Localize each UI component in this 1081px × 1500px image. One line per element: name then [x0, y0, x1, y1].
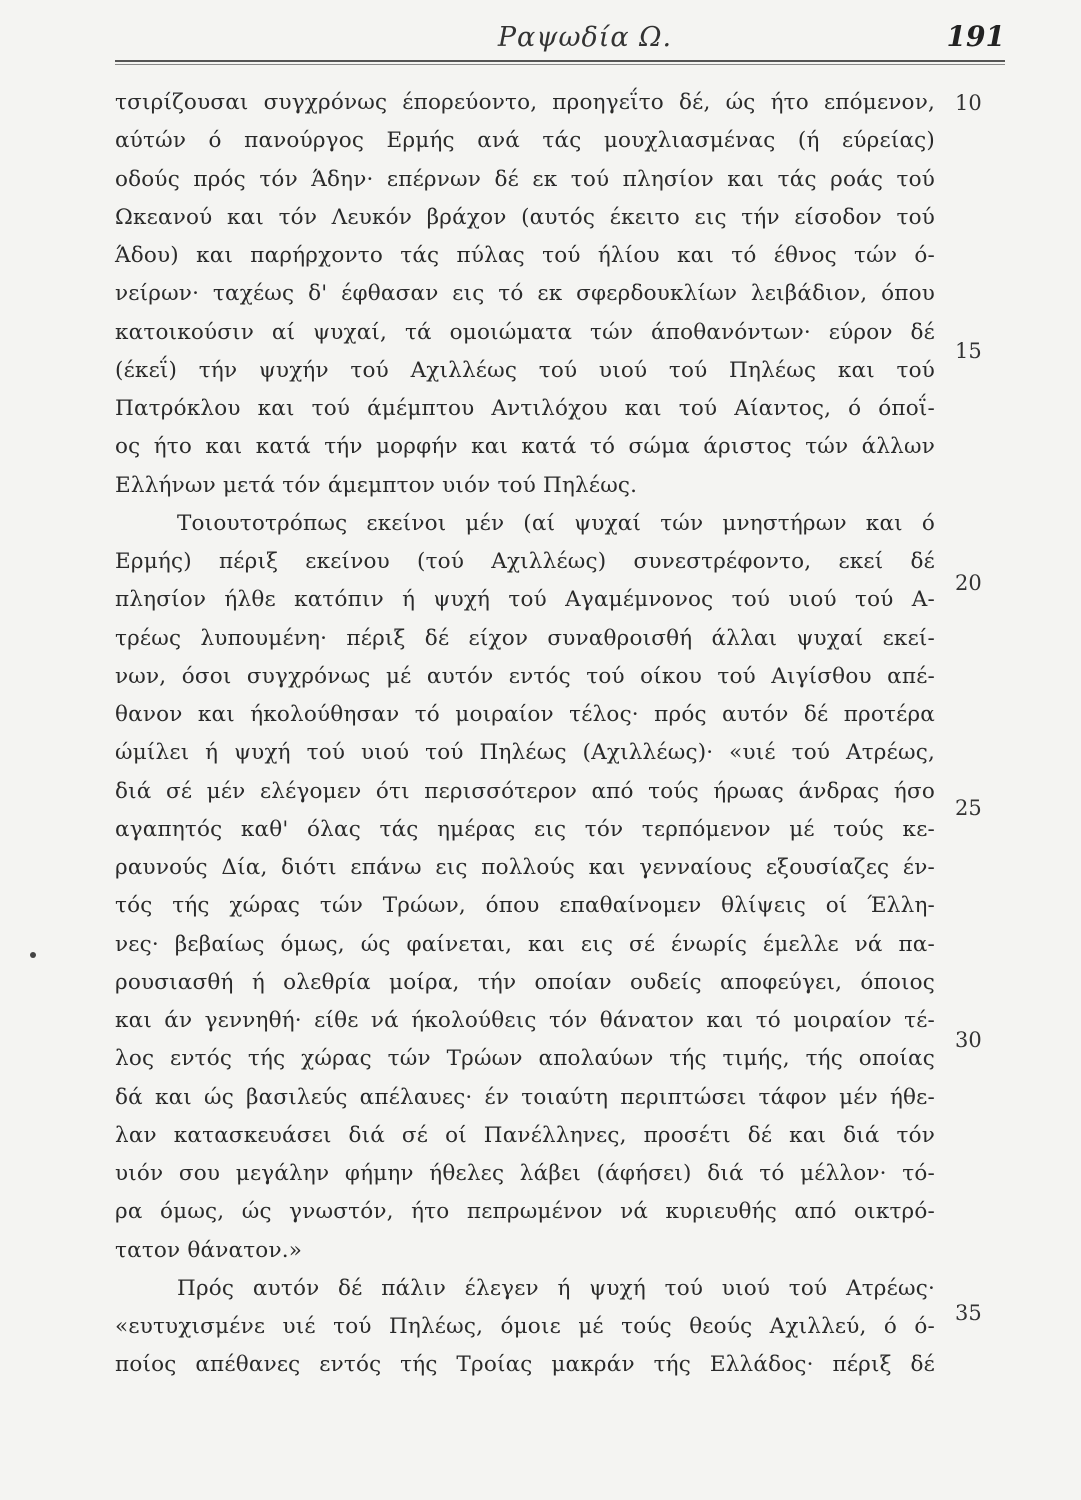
line-number: 25	[955, 796, 982, 820]
text-line: τός τής χώρας τών Τρώων, όπου επαθαίνομεν θλίψεις οί Έλλη-	[115, 893, 935, 919]
text-line: νες· βεβαίως όμως, ώς φαίνεται, και εις σέ ένωρίς έμελλε νά πα-	[115, 931, 935, 957]
text-line: Πατρόκλου και τού άμέμπτου Αντιλόχου και τού Αίαντος, ό όποΐ-	[115, 396, 935, 421]
line-number: 10	[955, 91, 982, 115]
text-line: δά και ώς βασιλεύς απέλαυες· έν τοιαύτη περιπτώσει τάφον μέν ήθε-	[115, 1084, 935, 1110]
text-line: οδούς πρός τόν Άδην· επέρνων δέ εκ τού πλησίον και τάς ροάς τού	[115, 166, 935, 192]
text-line: κατοικούσιν αί ψυχαί, τά ομοιώματα τών άποθανόντων· εύρον δέ	[115, 319, 935, 345]
text-line: διά σέ μέν ελέγομεν ότι περισσότερον από τούς ήρωας άνδρας ήσο	[115, 778, 935, 804]
header-rule-thin	[115, 64, 1005, 65]
page-number: 191	[946, 20, 1005, 53]
text-line: και άν γεννηθή· είθε νά ήκολούθεις τόν θάνατον και τό μοιραίον τέ-	[115, 1008, 935, 1033]
line-number: 35	[955, 1301, 982, 1325]
line-number: 15	[955, 339, 982, 363]
text-line: Ωκεανού και τόν Λευκόν βράχον (αυτός έκειτο εις τήν είσοδον τού	[115, 204, 935, 230]
text-line: ρουσιασθή ή ολεθρία μοίρα, τήν οποίαν ουδείς αποφεύγει, όποιος	[115, 969, 935, 995]
margin-dot-mark	[30, 952, 36, 958]
text-line: τρέως λυπουμένη· πέριξ δέ είχον συναθροισθή άλλαι ψυχαί εκεί-	[115, 625, 935, 651]
text-line: αύτών ό πανούργος Ερμής ανά τάς μουχλιασμένας (ή εύρείας)	[115, 128, 935, 154]
text-line: νων, όσοι συγχρόνως μέ αυτόν εντός τού οίκου τού Αιγίσθου απέ-	[115, 663, 935, 689]
text-line: ρα όμως, ώς γνωστόν, ήτο πεπρωμένον νά κυριευθής από οικτρό-	[115, 1199, 935, 1225]
text-line: ποίος απέθανες εντός τής Τροίας μακράν τής Ελλάδος· πέριξ δέ	[115, 1352, 935, 1378]
page-header	[115, 18, 1005, 58]
text-line: τσιρίζουσαι συγχρόνως έπορεύοντο, προηγεΐτο δέ, ώς ήτο επόμενον,	[115, 90, 935, 115]
text-line: πλησίον ήλθε κατόπιν ή ψυχή τού Αγαμέμνονος τού υιού τού Α-	[115, 587, 935, 613]
text-line: αγαπητός καθ' όλας τάς ημέρας εις τόν τερπόμενον μέ τούς κε-	[115, 816, 935, 842]
text-line: Ελλήνων μετά τόν άμεμπτον υιόν τού Πηλέως.	[115, 472, 638, 498]
text-line: (έκεΐ) τήν ψυχήν τού Αχιλλέως τού υιού τού Πηλέως και τού	[115, 357, 935, 383]
text-line: Τοιουτοτρόπως εκείνοι μέν (αί ψυχαί τών μνηστήρων και ό	[177, 510, 935, 536]
text-line: λος εντός τής χώρας τών Τρώων απολαύων τής τιμής, τής οποίας	[115, 1046, 935, 1072]
text-line: Πρός αυτόν δέ πάλιν έλεγεν ή ψυχή τού υιού τού Ατρέως·	[177, 1275, 935, 1301]
running-title: Ραψωδία Ω.	[497, 22, 673, 53]
line-number: 30	[955, 1028, 982, 1052]
body-text	[115, 84, 935, 1385]
text-line: Ερμής) πέριξ εκείνου (τού Αχιλλέως) συνεστρέφοντο, εκεί δέ	[115, 549, 935, 574]
text-line: υιόν σου μεγάλην φήμην ήθελες λάβει (άφήσει) διά τό μέλλον· τό-	[115, 1161, 935, 1186]
text-line: «ευτυχισμένε υιέ τού Πηλέως, όμοιε μέ τούς θεούς Αχιλλεύ, ό ό-	[115, 1314, 935, 1339]
text-line: ραυνούς Δία, διότι επάνω εις πολλούς και γενναίους εξουσίαζες έν-	[115, 855, 935, 880]
text-line: Άδου) και παρήρχοντο τάς πύλας τού ήλίου και τό έθνος τών ό-	[115, 243, 935, 268]
line-number: 20	[955, 571, 982, 595]
text-line: ος ήτο και κατά τήν μορφήν και κατά τό σώμα άριστος τών άλλων	[115, 434, 935, 460]
text-line: νείρων· ταχέως δ' έφθασαν εις τό εκ σφερδουκλίων λειβάδιον, όπου	[115, 281, 935, 307]
text-line: λαν κατασκευάσει διά σέ οί Πανέλληνες, προσέτι δέ και διά τόν	[115, 1122, 935, 1148]
text-line: τατον θάνατον.»	[115, 1237, 303, 1263]
text-line: ώμίλει ή ψυχή τού υιού τού Πηλέως (Αχιλλέως)· «υιέ τού Ατρέως,	[115, 740, 935, 766]
text-line: θανον και ήκολούθησαν τό μοιραίον τέλος· πρός αυτόν δέ προτέρα	[115, 702, 935, 727]
header-rule	[115, 60, 1005, 62]
